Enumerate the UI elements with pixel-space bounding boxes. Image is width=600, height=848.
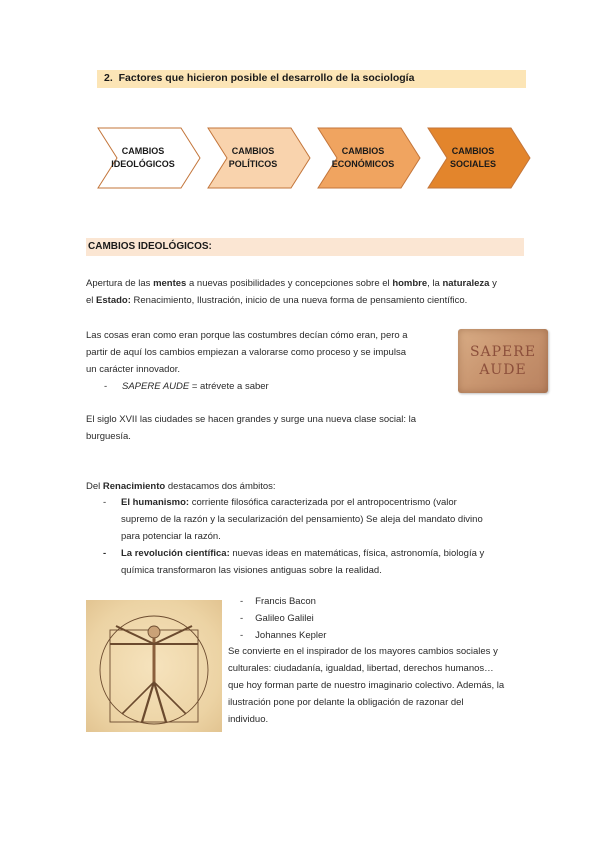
process-step-economicos bbox=[317, 127, 421, 189]
process-step-sociales bbox=[427, 127, 531, 189]
paragraph-apertura: Apertura de las mentes a nuevas posibilidades y concepciones sobre el hombre, la naturaleza y el Estado: Renacimiento, Ilustración, inicio de una nueva forma de pensamiento científico. bbox=[86, 278, 497, 306]
paragraph-siglo-xvii: El siglo XVII las ciudades se hacen grandes y surge una nueva clase social: la burguesía. bbox=[86, 414, 417, 442]
list-item: - Francis Bacon bbox=[240, 596, 316, 607]
scientists-list bbox=[240, 593, 326, 644]
process-step-ideologicos bbox=[97, 127, 201, 189]
paragraph-renacimiento: Del Renacimiento destacamos dos ámbitos: bbox=[86, 481, 276, 492]
section-number: 2. bbox=[104, 72, 113, 84]
process-step-label: CAMBIOS POLÍTICOS bbox=[228, 146, 278, 169]
list-item: - Galileo Galilei bbox=[240, 613, 314, 624]
process-step-label: CAMBIOS ECONÓMICOS bbox=[331, 146, 395, 169]
list-item: - Johannes Kepler bbox=[240, 630, 327, 641]
process-step-label: CAMBIOS SOCIALES bbox=[449, 146, 496, 169]
section-heading bbox=[104, 72, 414, 84]
vitruvian-man-drawing bbox=[86, 600, 222, 732]
process-step-label: CAMBIOS IDEOLÓGICOS bbox=[111, 146, 175, 169]
paragraph-costumbres: Las cosas eran como eran porque las costumbres decían cómo eran, pero a partir de aquí los cambios empiezan a valorarse como proceso y se impulsa un carácter innovador. - SAPERE AUDE = atrévete a saber bbox=[86, 327, 446, 395]
subheading: CAMBIOS IDEOLÓGICOS: bbox=[88, 241, 212, 252]
bullet-humanismo: - El humanismo: corriente filosófica caracterizada por el antropocentrismo (valor supremo de la razón y la secularización del pensamiento) Se aleja del mandato divino para potenciar la razón. bbox=[103, 497, 483, 542]
bullet-sapere-aude: - SAPERE AUDE = atrévete a saber bbox=[104, 381, 269, 392]
section-title: Factores que hicieron posible el desarrollo de la sociología bbox=[118, 72, 415, 84]
vitruvian-man-image bbox=[86, 600, 222, 732]
paragraph-inspirador: Se convierte en el inspirador de los mayores cambios sociales y culturales: ciudadanía, igualdad, libertad, derechos humanos… que hoy forman parte de nuestro imaginario colectivo. Además, la ilustración pone por delante la obligación de razonar del individuo. bbox=[228, 646, 505, 725]
bullet-revolucion-cientifica: - La revolución científica: nuevas ideas en matemáticas, física, astronomía, biología y química transformaron las visiones antiguas sobre la realidad. bbox=[103, 548, 485, 576]
sapere-aude-image: SAPERE AUDE bbox=[458, 329, 548, 393]
process-step-politicos bbox=[207, 127, 311, 189]
